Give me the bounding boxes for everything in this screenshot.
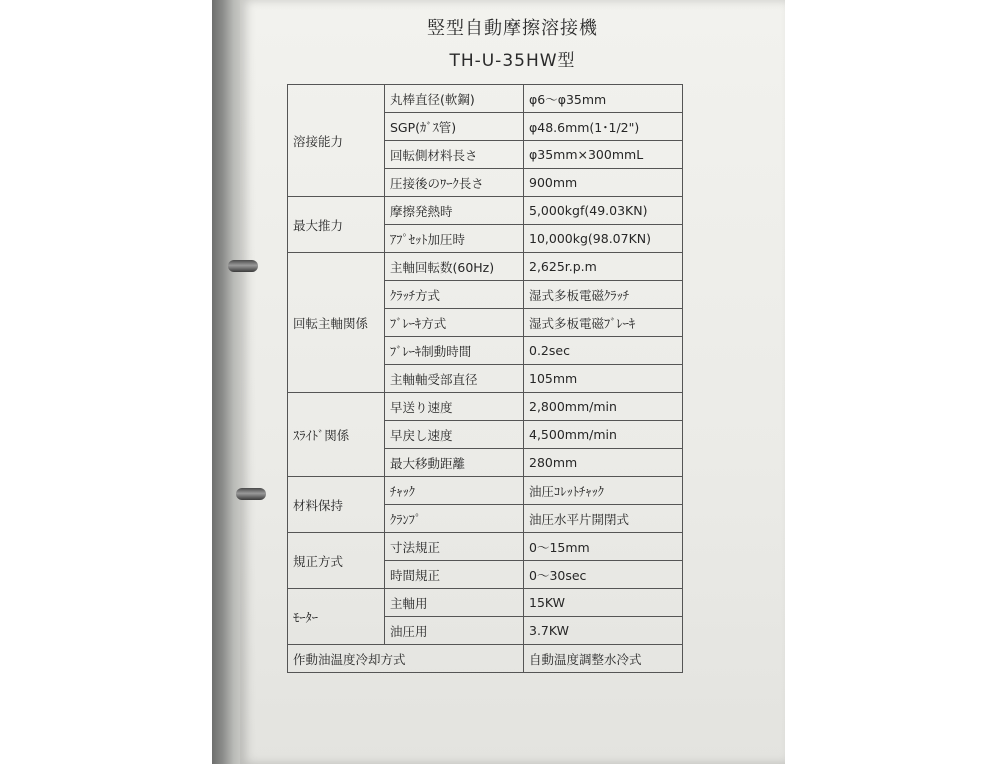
value-cell: 0.2sec <box>524 337 683 365</box>
item-cell: 丸棒直径(軟鋼) <box>385 85 524 113</box>
table-row <box>288 85 683 113</box>
value-cell: 10,000kg(98.07KN) <box>524 225 683 253</box>
category-cell: ｽﾗｲﾄﾞ関係 <box>288 393 385 477</box>
item-cell: ｸﾗﾝﾌﾟ <box>385 505 524 533</box>
item-cell: ﾌﾞﾚｰｷ制動時間 <box>385 337 524 365</box>
table-row <box>288 393 683 421</box>
binder-ring <box>236 488 266 500</box>
item-cell: 圧接後のﾜｰｸ長さ <box>385 169 524 197</box>
item-cell: ｸﾗｯﾁ方式 <box>385 281 524 309</box>
model-name: TH-U-35HW型 <box>449 51 576 71</box>
value-cell: φ6～φ35mm <box>524 85 683 113</box>
category-cell: 回転主軸関係 <box>288 253 385 393</box>
category-cell: 規正方式 <box>288 533 385 589</box>
value-cell: 2,800mm/min <box>524 393 683 421</box>
value-cell: 油圧ｺﾚｯﾄﾁｬｯｸ <box>524 477 683 505</box>
value-cell: 15KW <box>524 589 683 617</box>
document-title: 竪型自動摩擦溶接機 <box>427 18 598 39</box>
item-cell: ﾌﾞﾚｰｷ方式 <box>385 309 524 337</box>
category-cell: 溶接能力 <box>288 85 385 197</box>
value-cell: 自動温度調整水冷式 <box>524 645 683 673</box>
item-cell: 主軸回転数(60Hz) <box>385 253 524 281</box>
value-cell: 0～15mm <box>524 533 683 561</box>
value-cell: 5,000kgf(49.03KN) <box>524 197 683 225</box>
value-cell: 0～30sec <box>524 561 683 589</box>
item-cell: 最大移動距離 <box>385 449 524 477</box>
item-cell: 摩擦発熱時 <box>385 197 524 225</box>
table-row <box>288 589 683 617</box>
item-cell: 早送り速度 <box>385 393 524 421</box>
table-row <box>288 645 683 673</box>
table-row <box>288 197 683 225</box>
value-cell: φ35mm×300mmL <box>524 141 683 169</box>
value-cell: φ48.6mm(1･1/2") <box>524 113 683 141</box>
table-row <box>288 253 683 281</box>
value-cell: 湿式多板電磁ｸﾗｯﾁ <box>524 281 683 309</box>
item-cell: 主軸用 <box>385 589 524 617</box>
value-cell: 4,500mm/min <box>524 421 683 449</box>
value-cell: 900mm <box>524 169 683 197</box>
item-cell: 油圧用 <box>385 617 524 645</box>
item-cell: ｱﾌﾟｾｯﾄ加圧時 <box>385 225 524 253</box>
item-cell: 寸法規正 <box>385 533 524 561</box>
item-cell: 作動油温度冷却方式 <box>288 645 524 673</box>
value-cell: 2,625r.p.m <box>524 253 683 281</box>
category-cell: 最大推力 <box>288 197 385 253</box>
item-cell: 早戻し速度 <box>385 421 524 449</box>
item-cell: SGP(ｶﾞｽ管) <box>385 113 524 141</box>
item-cell: ﾁｬｯｸ <box>385 477 524 505</box>
spec-table <box>287 84 683 673</box>
value-cell: 280mm <box>524 449 683 477</box>
value-cell: 油圧水平片開閉式 <box>524 505 683 533</box>
item-cell: 回転側材料長さ <box>385 141 524 169</box>
item-cell: 主軸軸受部直径 <box>385 365 524 393</box>
table-row <box>288 477 683 505</box>
table-row <box>288 533 683 561</box>
item-cell: 時間規正 <box>385 561 524 589</box>
category-cell: 材料保持 <box>288 477 385 533</box>
binder-ring <box>228 260 258 272</box>
value-cell: 3.7KW <box>524 617 683 645</box>
value-cell: 湿式多板電磁ﾌﾞﾚｰｷ <box>524 309 683 337</box>
value-cell: 105mm <box>524 365 683 393</box>
category-cell: ﾓｰﾀｰ <box>288 589 385 645</box>
